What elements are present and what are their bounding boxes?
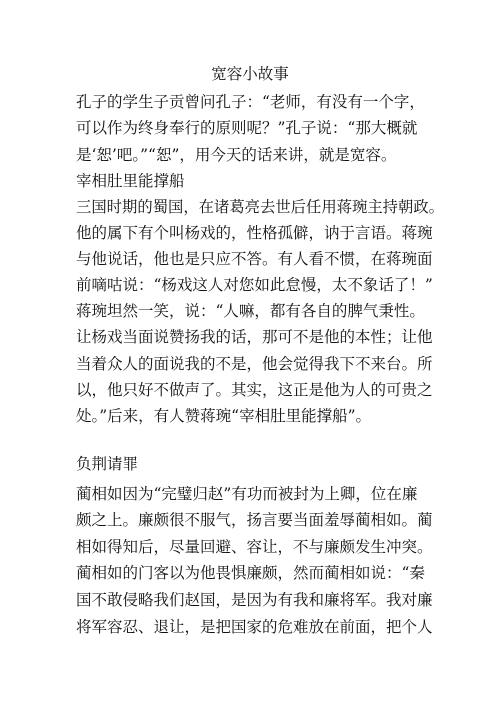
text-line: 处。”后来，有人赞蒋琬“宰相肚里能撑船”。 [76,407,372,425]
text-line: 当着众人的面说我的不是，他会觉得我下不来台。所 [76,355,433,373]
text-line: 与他说话，他也是只应不答。有人看不惯，在蒋琬面 [76,250,433,268]
text-line: 蒋琬坦然一笑，说：“人嘛，都有各自的脾气秉性。 [76,302,425,320]
document-title: 宽容小故事 [211,65,289,83]
text-line: 他的属下有个叫杨戏的，性格孤僻，讷于言语。蒋琬 [76,224,433,242]
text-line: 颇之上。廉颇很不服气，扬言要当面羞辱蔺相如。蔺 [76,511,433,529]
text-line: 蔺相如因为“完璧归赵”有功而被封为上卿，位在廉 [76,485,418,503]
text-line: 前嘀咕说：“杨戏这人对您如此怠慢，太不象话了！” [76,276,433,294]
text-line: 蔺相如的门客以为他畏惧廉颇，然而蔺相如说：“秦 [76,564,425,582]
section-heading: 宰相肚里能撑船 [76,172,185,190]
text-line: 相如得知后，尽量回避、容让，不与廉颇发生冲突。 [76,538,433,556]
text-line: 让杨戏当面说赞扬我的话，那可不是他的本性；让他 [76,328,433,346]
text-line: 将军容忍、退让，是把国家的危难放在前面，把个人 [76,618,433,636]
text-line: 以，他只好不做声了。其实，这正是他为人的可贵之 [76,381,433,399]
text-line: 三国时期的蜀国，在诸葛亮去世后任用蒋琬主持朝政。 [76,198,445,216]
text-line: 孔子的学生子贡曾问孔子：“老师，有没有一个字， [76,93,425,111]
section-heading: 负荆请罪 [76,455,139,473]
text-line: 可以作为终身奉行的原则呢？”孔子说：“那大概就 [76,119,418,137]
text-line: 国不敢侵略我们赵国，是因为有我和廉将军。我对廉 [76,591,433,609]
text-line: 是‘恕’吧。”“恕”，用今天的话来讲，就是宽容。 [76,146,397,164]
